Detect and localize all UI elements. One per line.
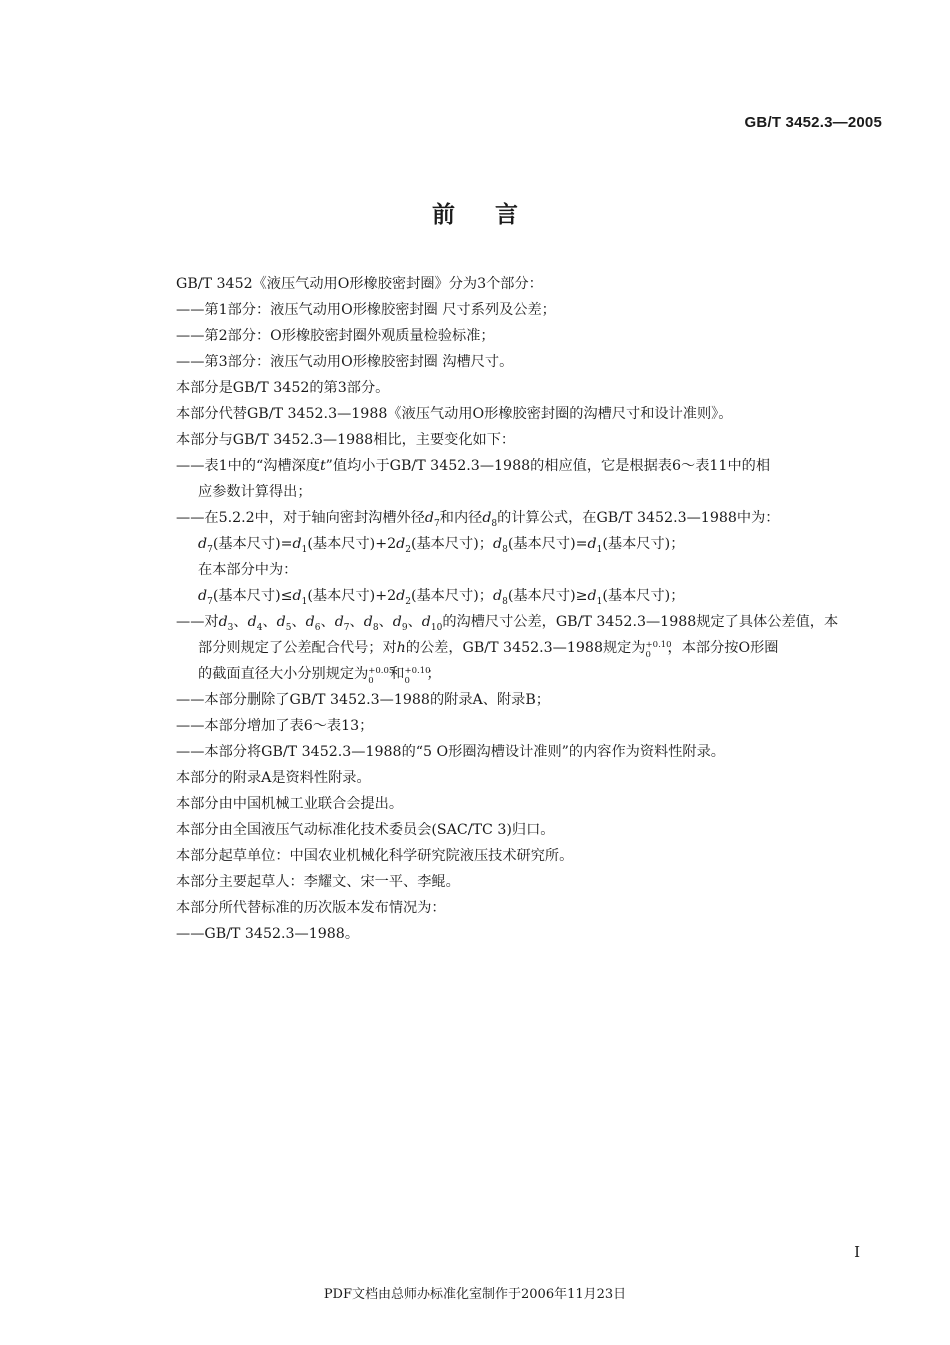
tolerance-010: +0.10 0 (645, 640, 672, 660)
change-item-tables-added: ——本部分增加了表6～表13； (176, 718, 374, 734)
formula-new: $d_7$(基本尺寸)$\le d_1$(基本尺寸)$+2d_2$(基本尺寸)；$d_8$(基本尺寸)$\ge d_1$(基本尺寸)； (198, 588, 685, 607)
paragraph-history-intro: 本部分所代替标准的历次版本发布情况为： (176, 900, 446, 916)
paragraph-proposed-by: 本部分由中国机械工业联合会提出。 (176, 796, 404, 812)
change-item-annex-removed: ——本部分删除了GB/T 3452.3—1988的附录A、附录B； (176, 692, 550, 708)
paragraph-replaces: 本部分代替GB/T 3452.3—1988《液压气动用O形橡胶密封圈的沟槽尺寸和设计准则》。 (176, 406, 733, 422)
change-item-tolerance-cont2: 的截面直径大小分别规定为 +0.05 0 和 +0.10 0 ； (198, 666, 441, 686)
list-item-part3: ——第3部分：液压气动用O形橡胶密封圈 沟槽尺寸。 (176, 354, 514, 370)
page-number: I (854, 1243, 860, 1261)
paragraph-centralized-by: 本部分由全国液压气动标准化技术委员会(SAC/TC 3)归口。 (176, 822, 555, 838)
paragraph-drafters: 本部分主要起草人：李耀文、宋一平、李鲲。 (176, 874, 460, 890)
footer-note: PDF文档由总师办标准化室制作于2006年11月23日 (323, 1287, 627, 1302)
change-item-design-rules: ——本部分将GB/T 3452.3—1988的“5 O形圈沟槽设计准则”的内容作为资料性附录。 (176, 744, 725, 760)
paragraph-1: GB/T 3452《液压气动用O形橡胶密封圈》分为3个部分： (176, 276, 543, 292)
tolerance-005: +0.05 0 (368, 666, 395, 686)
paragraph-changes-intro: 本部分与GB/T 3452.3—1988相比，主要变化如下： (176, 432, 516, 448)
tolerance-010b: +0.10 0 (404, 666, 431, 686)
change-item-formula: ——在5.2.2中，对于轴向密封沟槽外径$d_7$和内径$d_8$的计算公式，在GB/T 3452.3—1988中为： (176, 510, 780, 529)
change-item-groove-depth: ——表1中的“沟槽深度t”值均小于GB/T 3452.3—1988的相应值，它是根据表6～表11中的相 (176, 458, 771, 474)
formula-old: $d_7$(基本尺寸)$=d_1$(基本尺寸)$+2d_2$(基本尺寸)；$d_8$(基本尺寸)$=d_1$(基本尺寸)； (198, 536, 685, 555)
paragraph-drafting-unit: 本部分起草单位：中国农业机械化科学研究院液压技术研究所。 (176, 848, 574, 864)
page-title: 前言 (432, 202, 558, 228)
standard-code: GB/T 3452.3—2005 (744, 114, 882, 131)
change-item-groove-depth-cont: 应参数计算得出； (198, 484, 312, 500)
list-item-part1: ——第1部分：液压气动用O形橡胶密封圈 尺寸系列及公差； (176, 302, 556, 318)
change-item-tolerance: ——对$d_3$、$d_4$、$d_5$、$d_6$、$d_7$、$d_8$、$d_9$、$d_{10}$的沟槽尺寸公差，GB/T 3452.3—1988规定了具体公差值，本 (176, 614, 839, 633)
history-item: ——GB/T 3452.3—1988。 (176, 926, 360, 942)
change-item-tolerance-cont: 部分则规定了公差配合代号；对h的公差，GB/T 3452.3—1988规定为 +0.10 0 ，本部分按O形圈 (198, 640, 779, 660)
paragraph-annex-a: 本部分的附录A是资料性附录。 (176, 770, 371, 786)
list-item-part2: ——第2部分：O形橡胶密封圈外观质量检验标准； (176, 328, 495, 344)
paragraph-part-of: 本部分是GB/T 3452的第3部分。 (176, 380, 390, 396)
formula-new-intro: 在本部分中为： (198, 562, 298, 578)
